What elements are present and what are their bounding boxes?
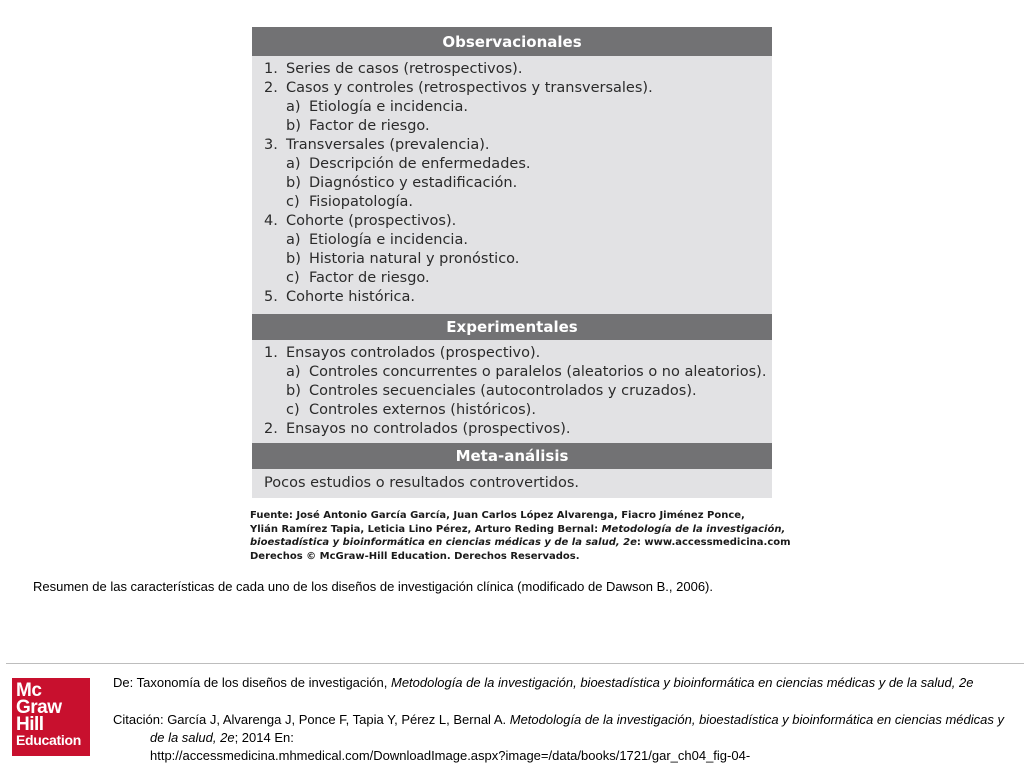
source-line-1: Fuente: José Antonio García García, Juan Carlos López Alvarenga, Fiacro Jiménez Ponce, [250,510,745,521]
list-item: 1. Series de casos (retrospectivos). [264,61,523,77]
footer-divider [6,663,1024,664]
list-item: c) Controles externos (históricos). [286,402,536,418]
list-item: a) Controles concurrentes o paralelos (aleatorios o no aleatorios). [286,364,767,380]
mcgraw-hill-education-logo: Mc Graw Hill Education [12,678,90,756]
footer-from: De: Taxonomía de los diseños de investigación, Metodología de la investigación, bioestadística y bioinformática en ciencias médicas y de la salud, 2e [113,675,974,690]
list-item: b) Diagnóstico y estadificación. [286,175,518,191]
list-item: c) Factor de riesgo. [286,270,430,286]
list-item: b) Historia natural y pronóstico. [286,251,520,267]
list-item: c) Fisiopatología. [286,194,414,210]
list-item: a) Etiología e incidencia. [286,232,468,248]
list-item: 1. Ensayos controlados (prospectivo). [264,345,541,361]
figure-table [252,27,772,498]
list-item: 4. Cohorte (prospectivos). [264,213,457,229]
list-item: 2. Casos y controles (retrospectivos y transversales). [264,80,653,96]
list-item: a) Descripción de enfermedades. [286,156,531,172]
section-header-observacionales: Observacionales [252,27,772,56]
list-item: Pocos estudios o resultados controvertidos. [264,475,579,491]
list-item: b) Factor de riesgo. [286,118,430,134]
list-item: 3. Transversales (prevalencia). [264,137,490,153]
source-line-4: Derechos © McGraw-Hill Education. Derechos Reservados. [250,550,580,562]
list-item: 2. Ensayos no controlados (prospectivos). [264,421,571,437]
footer-citation: Citación: García J, Alvarenga J, Ponce F, Tapia Y, Pérez L, Bernal A. Metodología de la investigación, bioestadística y bioinformática en ciencias médicas y de la salud, 2e; 2014 En: http://accessmedicina.mhmedical.com/DownloadImage.aspx?image=/data/books/1721/gar_ch04_fig-04- [113,711,1008,765]
section-header-experimentales: Experimentales [252,314,772,340]
list-item: a) Etiología e incidencia. [286,99,468,115]
list-item: 5. Cohorte histórica. [264,289,416,305]
figure-caption: Resumen de las características de cada uno de los diseños de investigación clínica (modificado de Dawson B., 2006). [33,579,713,594]
source-line-3: bioestadística y bioinformática en ciencias médicas y de la salud, 2e: www.accessmedicina.com [250,537,791,548]
list-item: b) Controles secuenciales (autocontrolados y cruzados). [286,383,697,399]
figure-source-note [250,509,791,564]
source-line-2: Ylián Ramírez Tapia, Leticia Lino Pérez, Arturo Reding Bernal: Metodología de la investigación, [250,523,786,535]
section-header-meta-analisis: Meta-análisis [252,443,772,469]
citation-url-link[interactable]: http://accessmedicina.mhmedical.com/DownloadImage.aspx?image=/data/books/1721/gar_ch04_fig-04- [150,748,751,763]
